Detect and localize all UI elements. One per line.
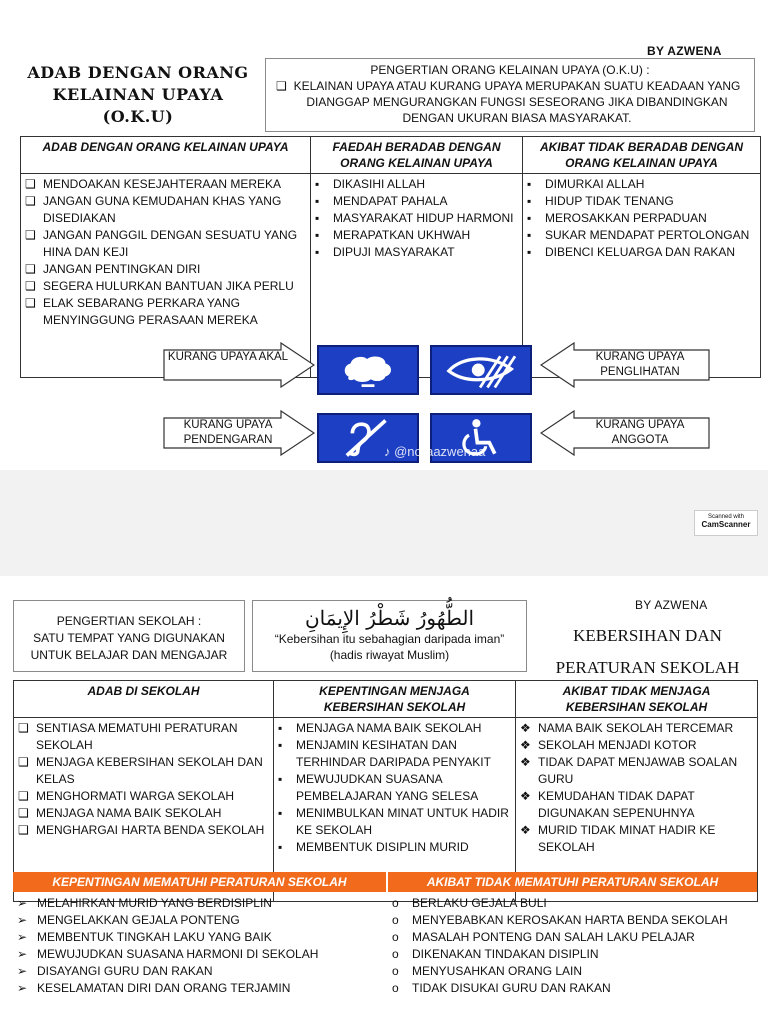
list-item-text: MELAHIRKAN MURID YANG BERDISIPLIN: [37, 896, 272, 910]
bullet-icon: ❑: [25, 194, 36, 208]
definition-box: [13, 600, 245, 672]
list-item: [278, 737, 511, 771]
list-item-text: MENGELAKKAN GEJALA PONTENG: [37, 913, 240, 927]
list-item: [17, 963, 384, 980]
bullet-list: [25, 176, 306, 329]
bullet-icon: ❖: [520, 823, 531, 837]
bullet-list: [315, 176, 518, 261]
bullet-icon: ▪: [527, 228, 532, 242]
title-line: ADAB DENGAN ORANG: [27, 63, 249, 82]
watermark: ♪ @noraazwenaa: [384, 444, 486, 459]
list-item-text: TIDAK DAPAT MENJAWAB SOALAN GURU: [538, 755, 738, 786]
bullet-icon: ▪: [527, 245, 532, 259]
list-item-text: ELAK SEBARANG PERKARA YANG MENYINGGUNG PERASAAN MEREKA: [43, 296, 258, 327]
list-item-text: DIMURKAI ALLAH: [545, 177, 645, 191]
bullet-icon: o: [392, 981, 399, 995]
list-item: [520, 754, 753, 788]
list-item-text: JANGAN GUNA KEMUDAHAN KHAS YANG DISEDIAKAN: [43, 194, 282, 225]
eye-slash-icon: [430, 345, 532, 395]
bullet-icon: o: [392, 913, 399, 927]
bullet-icon: ❖: [520, 789, 531, 803]
title-line: PERATURAN SEKOLAH: [555, 658, 740, 677]
definition-text: SATU TEMPAT YANG DIGUNAKAN UNTUK BELAJAR DAN MENGAJAR: [30, 631, 228, 662]
bullet-list: [278, 720, 511, 856]
list-item: [278, 771, 511, 805]
bullet-icon: ❑: [18, 721, 29, 735]
bullet-icon: o: [392, 947, 399, 961]
list-item-text: MENJAMIN KESIHATAN DAN TERHINDAR DARIPADA PENYAKIT: [296, 738, 491, 769]
list-item: [527, 227, 756, 244]
bullet-icon: o: [392, 930, 399, 944]
table-header: AKIBAT TIDAK BERADAB DENGAN ORANG KELAINAN UPAYA: [523, 137, 761, 174]
bullet-icon: ➢: [17, 981, 28, 995]
list-item-text: MENYUSAHKAN ORANG LAIN: [412, 964, 583, 978]
list-item-text: NAMA BAIK SEKOLAH TERCEMAR: [538, 721, 734, 735]
list-item-text: TIDAK DISUKAI GURU DAN RAKAN: [412, 981, 611, 995]
rules-header: KEPENTINGAN MEMATUHI PERATURAN SEKOLAH: [13, 872, 386, 892]
list-item-text: MEWUJUDKAN SUASANA HARMONI DI SEKOLAH: [37, 947, 319, 961]
list-item-text: DISAYANGI GURU DAN RAKAN: [37, 964, 213, 978]
rules-header: AKIBAT TIDAK MEMATUHI PERATURAN SEKOLAH: [388, 872, 757, 892]
bullet-icon: ▪: [527, 211, 532, 225]
list-item-text: DIPUJI MASYARAKAT: [333, 245, 455, 259]
title-line: KEBERSIHAN DAN: [573, 626, 722, 645]
list-item: [278, 839, 511, 856]
list-item: [17, 946, 384, 963]
page-title: [18, 62, 258, 128]
list-item: [17, 980, 384, 997]
list-item-text: MENDOAKAN KESEJAHTERAAN MEREKA: [43, 177, 282, 191]
bullet-icon: ▪: [527, 177, 532, 191]
list-item-text: MEWUJUDKAN SUASANA PEMBELAJARAN YANG SELESA: [296, 772, 479, 803]
table-header: ADAB DI SEKOLAH: [14, 681, 274, 718]
list-item-text: MENYEBABKAN KEROSAKAN HARTA BENDA SEKOLAH: [412, 913, 728, 927]
bullet-icon: o: [392, 896, 399, 910]
list-item: [17, 929, 384, 946]
bullet-icon: o: [392, 964, 399, 978]
list-item: [527, 176, 756, 193]
bullet-list: [18, 720, 269, 839]
bullet-icon: ▪: [315, 245, 320, 259]
byline: BY AZWENA: [635, 598, 708, 612]
bullet-icon: ▪: [315, 177, 320, 191]
list-item-text: MENJAGA NAMA BAIK SEKOLAH: [36, 806, 222, 820]
table-header: AKIBAT TIDAK MENJAGA KEBERSIHAN SEKOLAH: [516, 681, 758, 718]
arrow-akal: [163, 342, 315, 388]
list-item: [18, 822, 269, 839]
bullet-icon: ➢: [17, 913, 28, 927]
bullet-icon: ❑: [25, 279, 36, 293]
arrow-label: KURANG UPAYA PENGLIHATAN: [595, 351, 685, 378]
bullet-icon: ➢: [17, 930, 28, 944]
checkbox-bullet-icon: ❑: [276, 79, 287, 93]
list-item-text: MENGHARGAI HARTA BENDA SEKOLAH: [36, 823, 265, 837]
hadith-translation: “Kebersihan itu sebahagian daripada iman”: [274, 632, 505, 646]
bullet-icon: ➢: [17, 896, 28, 910]
bullet-icon: ➢: [17, 964, 28, 978]
list-item: [315, 244, 518, 261]
bullet-icon: ❑: [18, 789, 29, 803]
list-item: [315, 210, 518, 227]
arrow-label: KURANG UPAYA AKAL: [167, 351, 289, 363]
list-item: [520, 822, 753, 856]
list-item: [315, 176, 518, 193]
list-item-text: MEMBENTUK DISIPLIN MURID: [296, 840, 469, 854]
list-item-text: MEMBENTUK TINGKAH LAKU YANG BAIK: [37, 930, 272, 944]
bullet-icon: ❑: [18, 823, 29, 837]
list-item: [278, 720, 511, 737]
list-item: [18, 805, 269, 822]
bullet-icon: ➢: [17, 947, 28, 961]
list-item-text: MENDAPAT PAHALA: [333, 194, 448, 208]
bullet-icon: ❖: [520, 738, 531, 752]
list-item: [392, 946, 753, 963]
bullet-icon: ▪: [278, 840, 283, 854]
list-item: [18, 720, 269, 754]
list-item-text: BERLAKU GEJALA BULI: [412, 896, 547, 910]
page-sekolah: [0, 576, 768, 1024]
list-item: [25, 227, 306, 261]
bullet-list: [13, 892, 388, 1000]
list-item: [18, 788, 269, 805]
list-item: [18, 754, 269, 788]
list-item-text: MENJAGA NAMA BAIK SEKOLAH: [296, 721, 482, 735]
arrow-pendengaran: [163, 410, 315, 456]
arrow-label: KURANG UPAYA PENDENGARAN: [183, 419, 273, 446]
bullet-icon: ❑: [25, 177, 36, 191]
title-line: KELAINAN UPAYA (O.K.U): [52, 85, 224, 126]
list-item-text: HIDUP TIDAK TENANG: [545, 194, 674, 208]
list-item: [25, 261, 306, 278]
list-item: [17, 895, 384, 912]
hadith-source: (hadis riwayat Muslim): [329, 648, 450, 662]
bullet-icon: ▪: [278, 772, 283, 786]
camscanner-badge: [694, 510, 758, 536]
list-item-text: MASYARAKAT HIDUP HARMONI: [333, 211, 514, 225]
list-item: [392, 929, 753, 946]
list-item: [392, 980, 753, 997]
definition-text: KELAINAN UPAYA ATAU KURANG UPAYA MERUPAKAN SUATU KEADAAN YANG DIANGGAP MENGURANGKAN FUNGSI SESEORANG JIKA DIBANDINGKAN DENGAN UKURAN BIASA MASYARAKAT.: [293, 79, 741, 125]
byline: BY AZWENA: [647, 44, 722, 58]
camscanner-logo: CamScanner: [701, 520, 751, 529]
list-item-text: SENTIASA MEMATUHI PERATURAN SEKOLAH: [36, 721, 238, 752]
list-item-text: KESELAMATAN DIRI DAN ORANG TERJAMIN: [37, 981, 291, 995]
arrow-label: KURANG UPAYA ANGGOTA: [595, 419, 685, 446]
bullet-icon: ▪: [315, 194, 320, 208]
bullet-icon: ❑: [25, 296, 36, 310]
list-item: [520, 788, 753, 822]
bullet-list: [388, 892, 757, 1000]
list-item: [25, 176, 306, 193]
arrow-anggota: [540, 410, 710, 456]
list-item: [392, 912, 753, 929]
bullet-icon: ❖: [520, 755, 531, 769]
bullet-icon: ▪: [315, 211, 320, 225]
list-item: [392, 963, 753, 980]
list-item: [520, 737, 753, 754]
list-item-text: SEKOLAH MENJADI KOTOR: [538, 738, 697, 752]
bullet-icon: ❑: [25, 262, 36, 276]
rules-section: [13, 872, 757, 1000]
list-item-text: SUKAR MENDAPAT PERTOLONGAN: [545, 228, 750, 242]
page-title: [535, 620, 760, 684]
camscanner-text: Scanned with: [707, 514, 745, 520]
bullet-icon: ❑: [18, 806, 29, 820]
bullet-icon: ❑: [18, 755, 29, 769]
hadith-box: [252, 600, 527, 672]
list-item-text: JANGAN PENTINGKAN DIRI: [43, 262, 201, 276]
list-item-text: SEGERA HULURKAN BANTUAN JIKA PERLU: [43, 279, 294, 293]
hadith-arabic: الطُّهُورُ شَطْرُ الإِيمَانِ: [304, 606, 475, 630]
definition-heading: PENGERTIAN ORANG KELAINAN UPAYA (O.K.U) :: [370, 63, 650, 77]
bullet-icon: ▪: [315, 228, 320, 242]
list-item: [17, 912, 384, 929]
list-item-text: DIBENCI KELUARGA DAN RAKAN: [545, 245, 736, 259]
bullet-icon: ▪: [278, 806, 283, 820]
list-item: [527, 244, 756, 261]
list-item: [315, 227, 518, 244]
brain-icon: [317, 345, 419, 395]
list-item: [392, 895, 753, 912]
bullet-icon: ❖: [520, 721, 531, 735]
page-oku: [0, 30, 768, 470]
list-item-text: MENIMBULKAN MINAT UNTUK HADIR KE SEKOLAH: [296, 806, 509, 837]
list-item-text: MENGHORMATI WARGA SEKOLAH: [36, 789, 235, 803]
definition-heading: PENGERTIAN SEKOLAH :: [56, 614, 202, 628]
list-item: [25, 193, 306, 227]
list-item-text: MURID TIDAK MINAT HADIR KE SEKOLAH: [538, 823, 716, 854]
list-item: [315, 193, 518, 210]
list-item: [520, 720, 753, 737]
table-header: FAEDAH BERADAB DENGAN ORANG KELAINAN UPAYA: [311, 137, 523, 174]
list-item-text: DIKASIHI ALLAH: [333, 177, 426, 191]
list-item-text: MASALAH PONTENG DAN SALAH LAKU PELAJAR: [412, 930, 695, 944]
list-item: [527, 193, 756, 210]
bullet-icon: ▪: [278, 721, 283, 735]
bullet-icon: ▪: [278, 738, 283, 752]
definition-box: [265, 58, 755, 132]
table-header: ADAB DENGAN ORANG KELAINAN UPAYA: [21, 137, 311, 174]
bullet-icon: ❑: [25, 228, 36, 242]
list-item-text: DIKENAKAN TINDAKAN DISIPLIN: [412, 947, 599, 961]
list-item-text: MEROSAKKAN PERPADUAN: [545, 211, 707, 225]
list-item: [25, 295, 306, 329]
bullet-list: [520, 720, 753, 856]
list-item-text: KEMUDAHAN TIDAK DAPAT DIGUNAKAN SEPENUHNYA: [538, 789, 695, 820]
page-gap: [0, 470, 768, 576]
list-item: [278, 805, 511, 839]
list-item: [25, 278, 306, 295]
bullet-list: [527, 176, 756, 261]
list-item-text: MERAPATKAN UKHWAH: [333, 228, 471, 242]
school-table: [13, 680, 758, 902]
list-item-text: JANGAN PANGGIL DENGAN SESUATU YANG HINA DAN KEJI: [43, 228, 298, 259]
bullet-icon: ▪: [527, 194, 532, 208]
arrow-penglihatan: [540, 342, 710, 388]
list-item: [527, 210, 756, 227]
list-item-text: MENJAGA KEBERSIHAN SEKOLAH DAN KELAS: [36, 755, 263, 786]
table-header: KEPENTINGAN MENJAGA KEBERSIHAN SEKOLAH: [274, 681, 516, 718]
